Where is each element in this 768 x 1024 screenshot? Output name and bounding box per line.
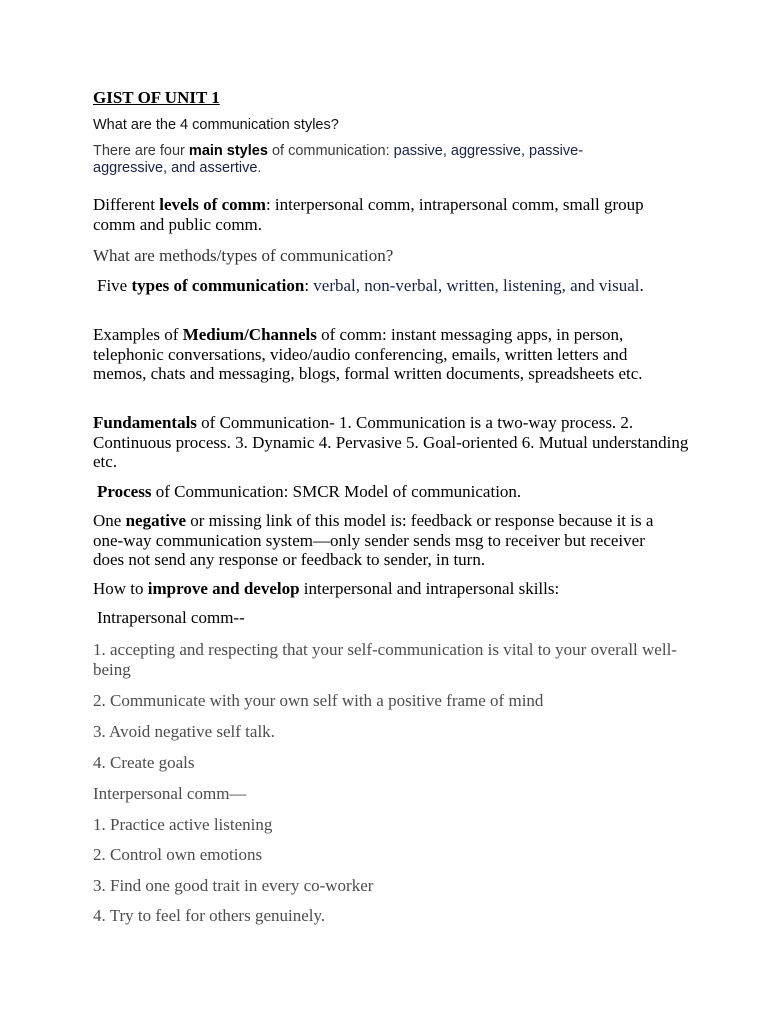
paragraph-medium xyxy=(93,325,683,384)
styles-mid: of communication: xyxy=(267,143,394,159)
types-bold: types of communication xyxy=(131,276,305,295)
intrapersonal-heading: Intrapersonal comm-- xyxy=(97,608,245,627)
styles-pre: There are four xyxy=(93,143,189,159)
interpersonal-item: 1. Practice active listening xyxy=(93,815,273,834)
medium-pre: Examples of xyxy=(93,325,183,344)
medium-bold: Medium/Channels xyxy=(182,325,317,344)
process-bold: Process xyxy=(97,482,152,501)
paragraph-levels xyxy=(93,195,653,234)
paragraph-improve xyxy=(93,579,683,599)
interpersonal-item: 4. Try to feel for others genuinely. xyxy=(93,906,326,925)
intrapersonal-item: 4. Create goals xyxy=(93,753,195,772)
interpersonal-heading: Interpersonal comm— xyxy=(93,784,247,803)
paragraph-negative xyxy=(93,511,673,570)
improve-pre: How to xyxy=(93,579,148,598)
document-title: GIST OF UNIT 1 xyxy=(93,88,220,107)
question-methods: What are methods/types of communication? xyxy=(93,246,394,265)
fundamentals-post: of Communication- 1. Communication is a two-way process. 2. Continuous process. 3. Dynamic 4. Pervasive 5. Goal-oriented 6. Mutual understanding etc. xyxy=(93,413,689,471)
types-pre: Five xyxy=(97,276,132,295)
process-post: of Communication: SMCR Model of communication. xyxy=(151,482,522,501)
question-styles: What are the 4 communication styles? xyxy=(93,117,339,133)
types-list: verbal, non-verbal, written, listening, and visual xyxy=(313,276,640,295)
fundamentals-bold: Fundamentals xyxy=(93,413,197,432)
levels-post: : interpersonal comm, intrapersonal comm, small group comm and public comm. xyxy=(93,195,644,234)
paragraph-fundamentals xyxy=(93,413,693,472)
interpersonal-item: 2. Control own emotions xyxy=(93,845,263,864)
types-end: . xyxy=(639,276,644,295)
negative-post: or missing link of this model is: feedback or response because it is a one-way communication system—only sender sends msg to receiver but receiver does not send any response or feedback to sender, in turn. xyxy=(93,511,654,569)
interpersonal-item: 3. Find one good trait in every co-worker xyxy=(93,876,374,895)
intrapersonal-item: 2. Communicate with your own self with a positive frame of mind xyxy=(93,691,544,710)
intrapersonal-item: 1. accepting and respecting that your self-communication is vital to your overall well-being xyxy=(93,640,677,679)
levels-pre: Different xyxy=(93,195,160,214)
negative-pre: One xyxy=(93,511,126,530)
paragraph-styles xyxy=(93,143,633,176)
improve-post: interpersonal and intrapersonal skills: xyxy=(299,579,560,598)
styles-list: passive, aggressive, passive-aggressive, and assertive xyxy=(93,143,584,176)
styles-end: . xyxy=(257,159,262,176)
negative-bold: negative xyxy=(125,511,187,530)
levels-bold: levels of comm xyxy=(159,195,266,214)
styles-bold: main styles xyxy=(188,143,268,159)
paragraph-process xyxy=(93,482,683,502)
types-colon: : xyxy=(304,276,314,295)
medium-post: of comm: instant messaging apps, in person, telephonic conversations, video/audio conferencing, emails, written letters and memos, chats and messaging, blogs, formal written documents, spreadsheets etc. xyxy=(93,325,643,383)
improve-bold: improve and develop xyxy=(147,579,300,598)
paragraph-types xyxy=(93,276,653,296)
intrapersonal-item: 3. Avoid negative self talk. xyxy=(93,722,275,741)
